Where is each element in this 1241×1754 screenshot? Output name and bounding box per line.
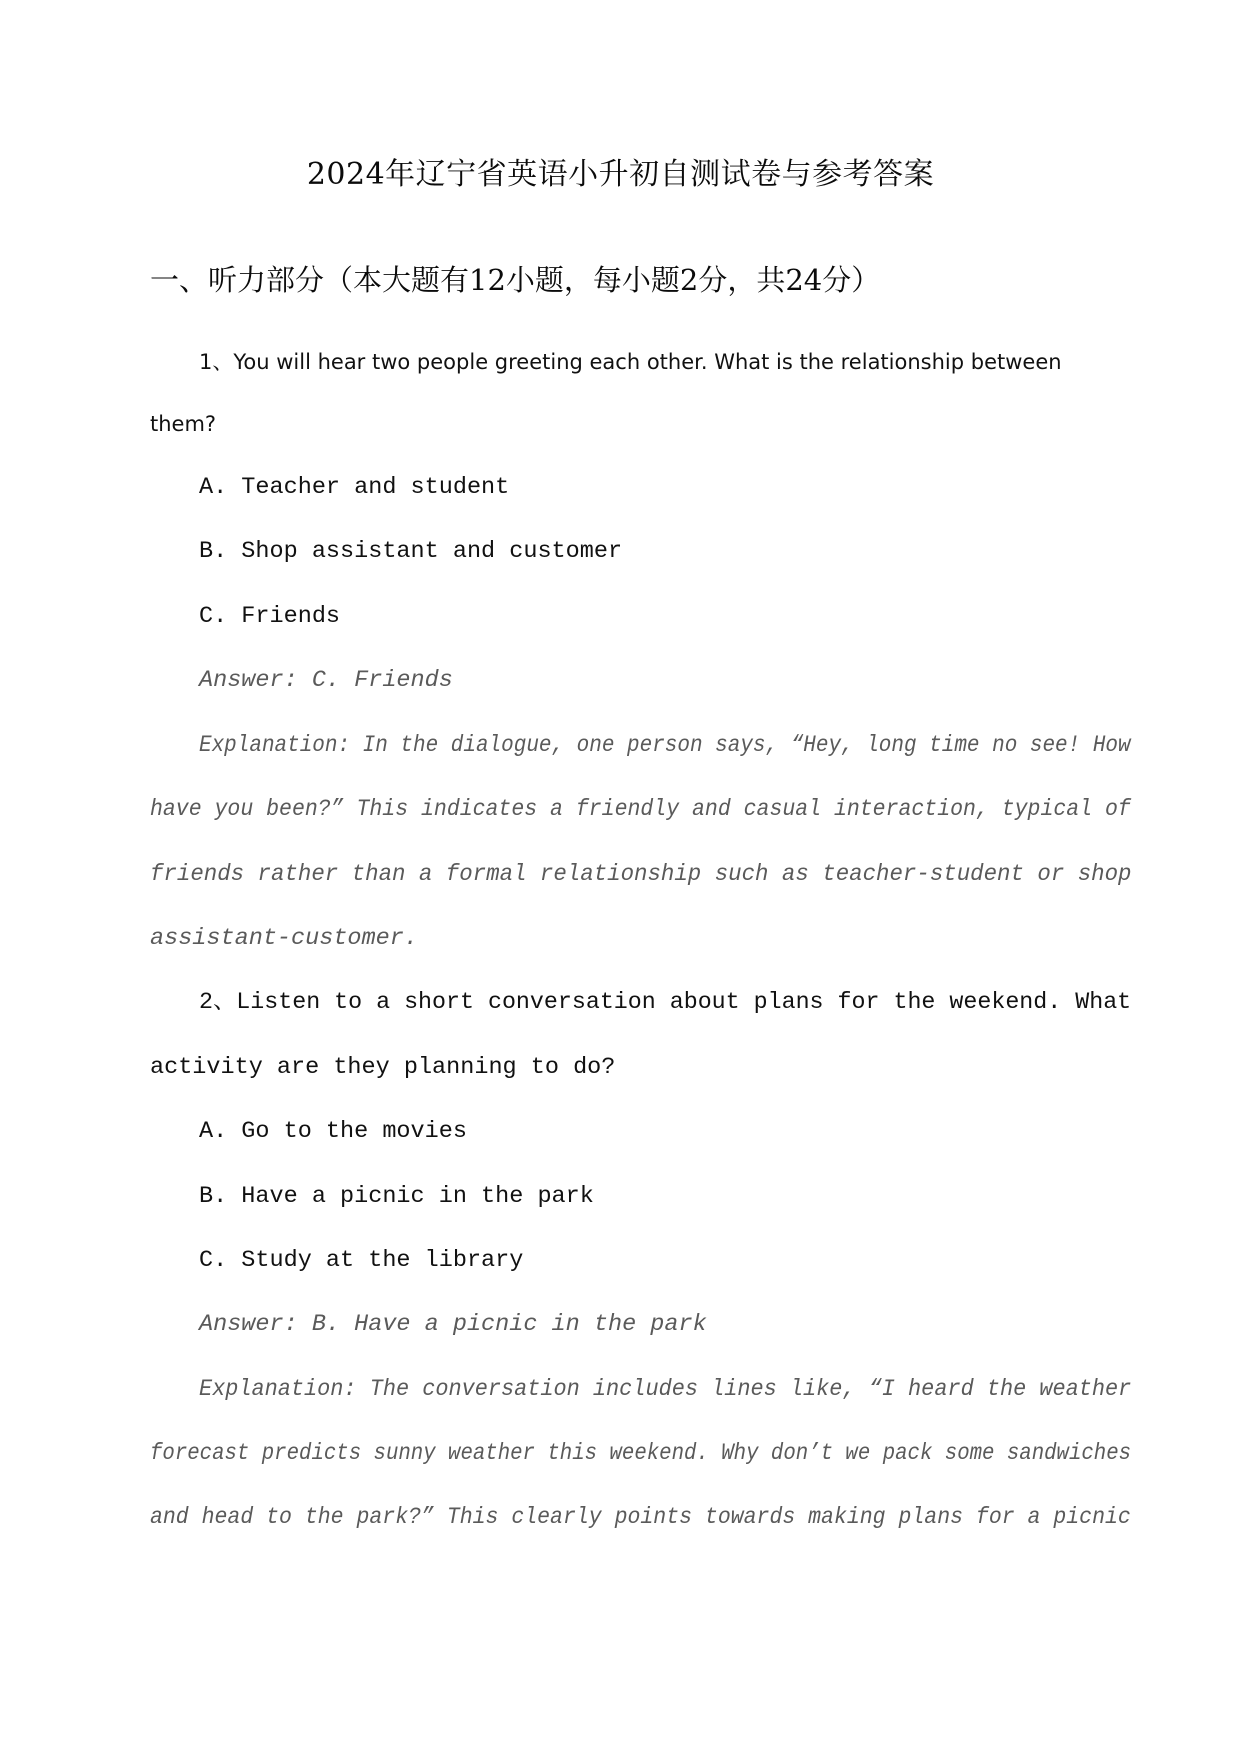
section-heading: 一、听力部分（本大题有12小题，每小题2分，共24分） (150, 263, 881, 297)
option-b: B. Have a picnic in the park (199, 1183, 594, 1210)
option-a: A. Teacher and student (199, 474, 510, 501)
explanation-line: and head to the park?” This clearly points towards making plans for a picnic (150, 1504, 1131, 1531)
explanation-line: have you been?” This indicates a friendly and casual interaction, typical of (150, 796, 1131, 823)
explanation-line: assistant-customer. (150, 925, 418, 952)
option-b: B. Shop assistant and customer (199, 538, 623, 565)
question-stem-line: activity are they planning to do? (150, 1054, 616, 1081)
explanation-line: friends rather than a formal relationship such as teacher-student or shop (150, 861, 1132, 888)
option-c: C. Study at the library (199, 1247, 524, 1274)
document-title: 2024年辽宁省英语小升初自测试卷与参考答案 (306, 157, 935, 192)
explanation-line: Explanation: The conversation includes lines like, “I heard the weather (199, 1376, 1132, 1403)
option-a: A. Go to the movies (199, 1118, 467, 1145)
answer-line: Answer: B. Have a picnic in the park (199, 1311, 707, 1338)
option-c: C. Friends (199, 603, 341, 630)
question-stem-line: 1、You will hear two people greeting each other. What is the relationship between (199, 350, 1062, 374)
answer-line: Answer: C. Friends (199, 667, 453, 694)
explanation-line: forecast predicts sunny weather this weekend. Why don’t we pack some sandwiches (150, 1440, 1132, 1467)
explanation-line: Explanation: In the dialogue, one person says, “Hey, long time no see! How (199, 732, 1131, 759)
question-stem-line: them? (150, 412, 217, 436)
question-stem-line: 2、Listen to a short conversation about plans for the weekend. What (199, 989, 1132, 1016)
